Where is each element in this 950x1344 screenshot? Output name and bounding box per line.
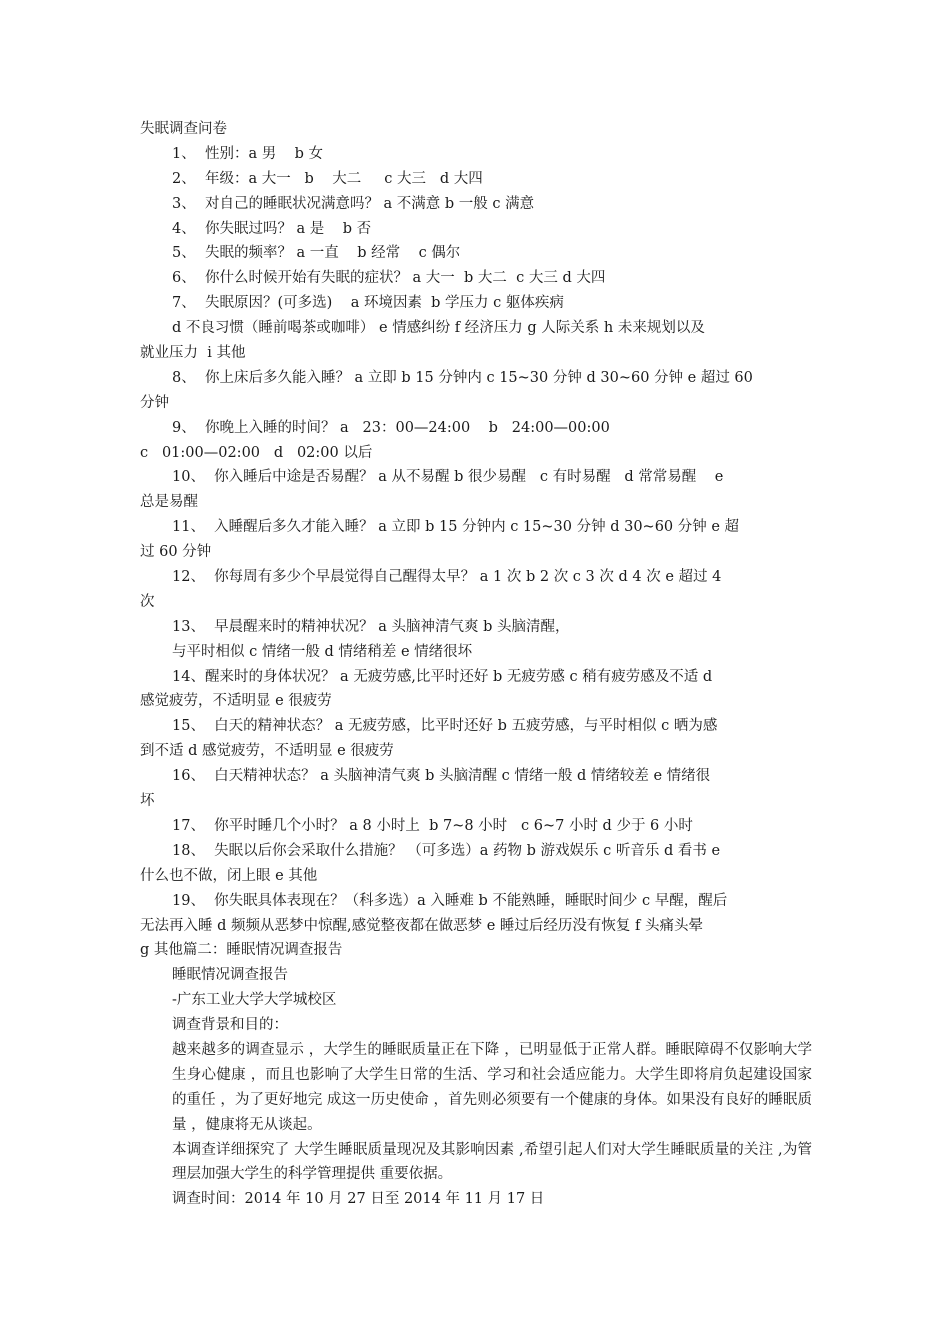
text-line: 感觉疲劳，不适明显 e 很疲劳	[140, 693, 332, 710]
text-line: 坏	[140, 793, 155, 810]
document-title: 失眠调查问卷	[140, 121, 227, 137]
section-heading: 调查背景和目的：	[172, 1017, 288, 1034]
text-line: c 01:00—02:00 d 02:00 以后	[140, 444, 373, 461]
text-line: 10、 你入睡后中途是否易醒？ a 从不易醒 b 很少易醒 c 有时易醒 d 常常易醒 e	[172, 469, 724, 486]
text-line: 4、 你失眠过吗？ a 是 b 否	[172, 220, 372, 237]
text-line: 次	[140, 593, 155, 610]
survey-time: 调查时间：2014 年 10 月 27 日至 2014 年 11 月 17 日	[172, 1191, 545, 1208]
text-line: 什么也不做，闭上眼 e 其他	[140, 867, 318, 884]
text-line: 14、醒来时的身体状况？ a 无疲劳感,比平时还好 b 无疲劳感 c 稍有疲劳感及不适 d	[172, 668, 713, 685]
text-line: 分钟	[140, 394, 169, 411]
text-line: 11、 入睡醒后多久才能入睡？ a 立即 b 15 分钟内 c 15~30 分钟 d 30~60 分钟 e 超	[172, 519, 740, 536]
text-line: 7、 失眠原因？(可多选) a 环境因素 b 学压力 c 躯体疾病	[172, 295, 564, 312]
report-subtitle: -广东工业大学大学城校区	[172, 992, 337, 1009]
text-line: 12、 你每周有多少个早晨觉得自己醒得太早？ a 1 次 b 2 次 c 3 次 d 4 次 e 超过 4	[172, 569, 722, 586]
text-line: g 其他篇二：睡眠情况调查报告	[140, 942, 343, 959]
text-line: 8、 你上床后多久能入睡？ a 立即 b 15 分钟内 c 15~30 分钟 d 30~60 分钟 e 超过 60	[172, 369, 753, 386]
text-line: 总是易醒	[140, 494, 198, 511]
report-title: 睡眠情况调查报告	[172, 967, 288, 984]
text-line: 15、 白天的精神状态？ a 无疲劳感，比平时还好 b 五疲劳感，与平时相似 c 晒为感	[172, 718, 718, 735]
text-line: 18、 失眠以后你会采取什么措施？ （可多选）a 药物 b 游戏娱乐 c 听音乐 d 看书 e	[172, 842, 721, 859]
text-line: 就业压力 i 其他	[140, 345, 246, 362]
questionnaire-lines	[140, 142, 812, 1038]
text-line: 17、 你平时睡几个小时？ a 8 小时上 b 7~8 小时 c 6~7 小时 d 少于 6 小时	[172, 817, 693, 834]
text-line: 13、 早晨醒来时的精神状况？ a 头脑神清气爽 b 头脑清醒，	[172, 618, 570, 635]
body-paragraph: 本调查详细探究了 大学生睡眠质量现况及其影响因素 ,希望引起人们对大学生睡眠质量的关注 ,为管理层加强大学生的科学管理提供 重要依据。	[172, 1141, 812, 1183]
body-paragraph: 越来越多的调查显示 ，大学生的睡眠质量正在下降 ，已明显低于正常人群。睡眠障碍不仅影响大学生身心健康 ，而且也影响了大学生日常的生活、学习和社会适应能力。大学生即将肩负起建设国家的重任 ，为了更好地完 成这一历史使命 ，首先则必须要有一个健康的身体。如果没有良好的睡眠质量 ，健康将无从谈起。	[172, 1041, 812, 1133]
text-line: 16、 白天精神状态？ a 头脑神清气爽 b 头脑清醒 c 情绪一般 d 情绪较差 e 情绪很	[172, 768, 711, 785]
text-line: 3、 对自己的睡眠状况满意吗？ a 不满意 b 一般 c 满意	[172, 195, 535, 212]
text-line: 到不适 d 感觉疲劳，不适明显 e 很疲劳	[140, 743, 394, 760]
text-line: 5、 失眠的频率？ a 一直 b 经常 c 偶尔	[172, 245, 461, 262]
text-line: 1、 性别：a 男 b 女	[172, 145, 324, 162]
text-line: 过 60 分钟	[140, 544, 212, 561]
text-line: 无法再入睡 d 频频从恶梦中惊醒,感觉整夜都在做恶梦 e 睡过后经历没有恢复 f 头痛头晕	[140, 917, 703, 934]
text-line: 6、 你什么时候开始有失眠的症状？ a 大一 b 大二 c 大三 d 大四	[172, 270, 606, 287]
text-line: d 不良习惯（睡前喝茶或咖啡） e 情感纠纷 f 经济压力 g 人际关系 h 未来规划以及	[172, 320, 705, 337]
text-line: 19、 你失眠具体表现在？（科多选）a 入睡难 b 不能熟睡，睡眠时间少 c 早醒，醒后	[172, 892, 728, 909]
text-line: 2、 年级：a 大一 b 大二 c 大三 d 大四	[172, 170, 483, 187]
text-line: 与平时相似 c 情绪一般 d 情绪稍差 e 情绪很坏	[172, 643, 473, 660]
document-page	[140, 117, 812, 1212]
text-line: 9、 你晚上入睡的时间？ a 23：00—24:00 b 24:00—00:00	[172, 419, 610, 436]
